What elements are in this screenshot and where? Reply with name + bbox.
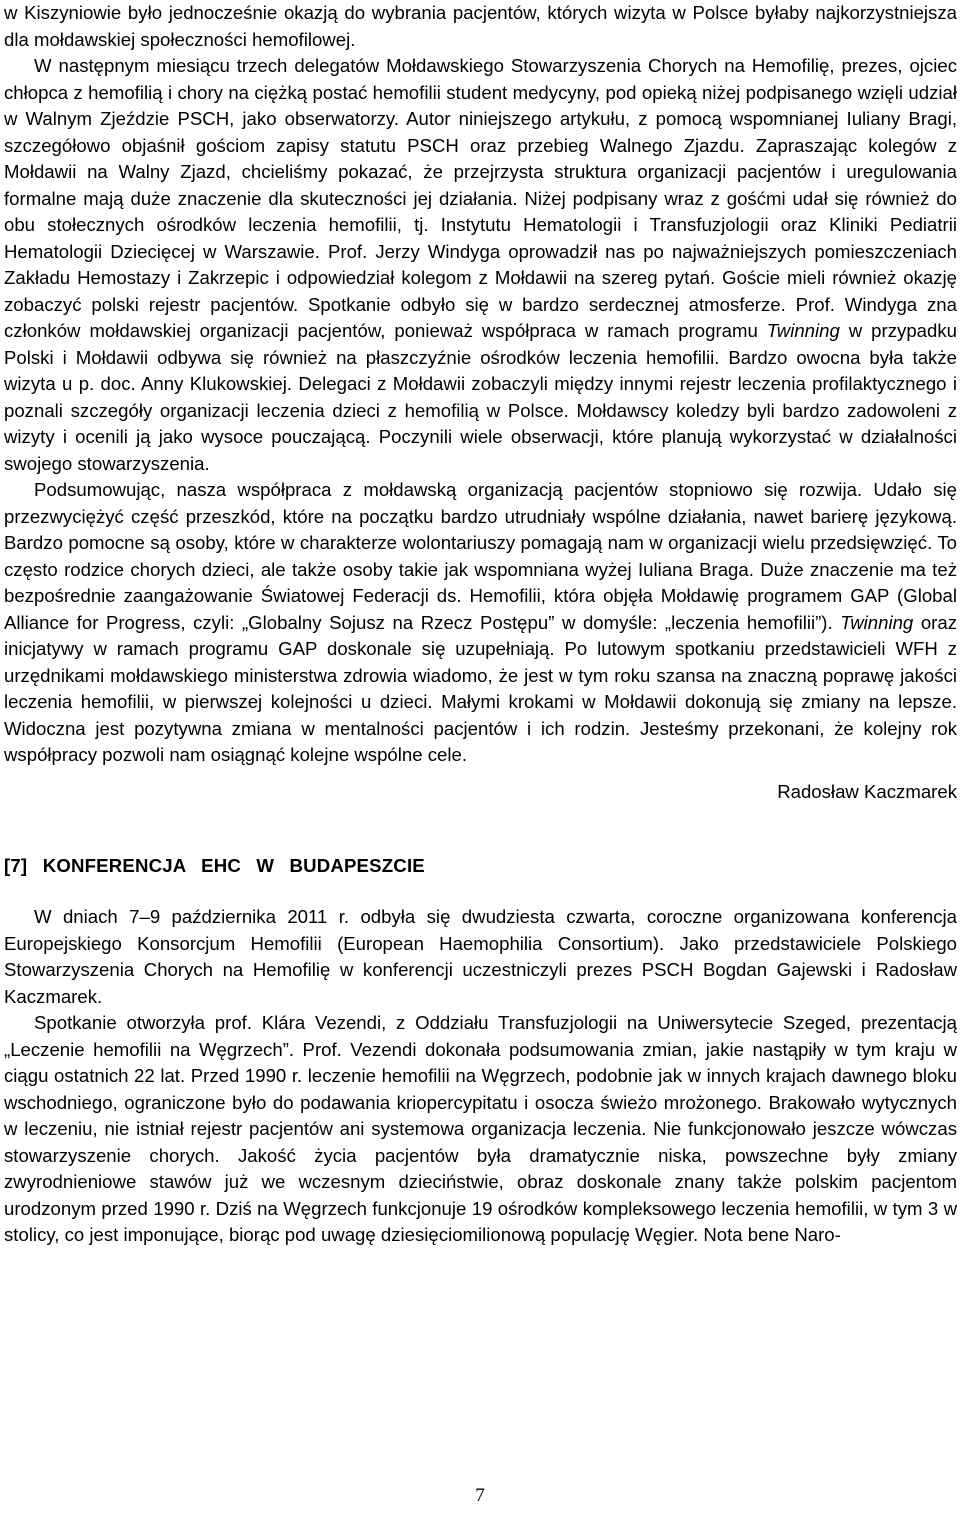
author-signature: Radosław Kaczmarek <box>777 780 957 802</box>
paragraph-delegates-visit-part-1: W następnym miesiącu trzech delegatów Mołdawskiego Stowarzyszenia Chorych na Hemofilię, prezes, ojciec chłopca z hemofilią i chory na ciężką postać hemofilii student medycyny, pod opieką niżej podpisanego wzięli udział w Walnym Zjeździe PSCH, jako obserwatorzy. Autor niniejszego artykułu, z pomocą wspomnianej Iuliany Bragi, szczegółowo objaśnił gościom zapisy statutu PSCH oraz przebieg Walnego Zjazdu. Zapraszając kolegów z Mołdawii na Walny Zjazd, chcieliśmy pokazać, że przejrzysta struktura organizacji pacjentów i uregulowania formalne mają duże znaczenie dla skuteczności jej działania. Niżej podpisany wraz z gośćmi udał się również do obu stołecznych ośrodków leczenia hemofilii, tj. Instytutu Hematologii i Transfuzjologii oraz Kliniki Pediatrii Hematologii Dziecięcej w Warszawie. Prof. Jerzy Windyga oprowadził nas po najważniejszych pomieszczeniach Zakładu Hemostazy i Zakrzepic i odpowiedział kolegom z Mołdawii na szereg pytań. Goście mieli również okazję zobaczyć polski rejestr pacjentów. Spotkanie odbyło się w bardzo serdecznej atmosferze. Prof. Windyga zna członków mołdawskiej organizacji pacjentów, ponieważ współpraca w ramach programu <box>4 55 957 341</box>
section-heading: [7] KONFERENCJA EHC W BUDAPESZCIE <box>4 855 425 876</box>
paragraph-delegates-visit-part-2: w przypadku Polski i Mołdawii odbywa się również na płaszczyźnie ośrodków leczenia hemofilii. Bardzo owocna była także wizyta u p. doc. Anny Klukowskiej. Delegaci z Mołdawii zobaczyli między innymi rejestr leczenia profilaktycznego i poznali szczegóły organizacji leczenia dzieci z hemofilią w Polsce. Mołdawscy koledzy byli bardzo zadowoleni z wizyty i ocenili ją jako wysoce pouczającą. Poczynili wiele obserwacji, które planują wykorzystać w działalności swojego stowarzyszenia. <box>4 320 957 474</box>
paragraph-summary-part-2: oraz inicjatywy w ramach programu GAP doskonale się uzupełniają. Po lutowym spotkaniu przedstawicieli WFH z urzędnikami mołdawskiego ministerstwa zdrowia wiadomo, że jest w tym roku szansa na znaczną poprawę jakości leczenia hemofilii, w pierwszej kolejności u dzieci. Małymi krokami w Mołdawii dokonują się zmiany na lepsze. Widoczna jest pozytywna zmiana w mentalności pacjentów i ich rodzin. Jesteśmy przekonani, że kolejny rok współpracy pozwoli nam osiągnąć kolejne wspólne cele. <box>4 611 958 765</box>
paragraph-moldova-visit-intro: w Kiszyniowie było jednocześnie okazją do wybrania pacjentów, których wizyta w Polsce byłaby najkorzystniejsza dla mołdawskiej społeczności hemofilowej. <box>4 2 957 50</box>
page-number: 7 <box>475 1485 485 1506</box>
twinning-emphasis: Twinning <box>766 320 840 341</box>
paragraph-conference-intro: W dniach 7–9 października 2011 r. odbyła się dwudziesta czwarta, coroczne organizowana konferencja Europejskiego Konsorcjum Hemofilii (European Haemophilia Consortium). Jako przedstawiciele Polskiego Stowarzyszenia Chorych na Hemofilię w konferencji uczestniczyli prezes PSCH Bogdan Gajewski i Radosław Kaczmarek. <box>4 906 957 1007</box>
document-page <box>4 0 957 1249</box>
paragraph-hungary-treatment: Spotkanie otworzyła prof. Klára Vezendi, z Oddziału Transfuzjologii na Uniwersytecie Szeged, prezentacją „Leczenie hemofilii na Węgrzech”. Prof. Vezendi dokonała podsumowania zmian, jakie nastąpiły w tym kraju w ciągu ostatnich 22 lat. Przed 1990 r. leczenie hemofilii na Węgrzech, podobnie jak w innych krajach dawnego bloku wschodniego, ograniczone było do podawania kriopercypitatu i osocza świeżo mrożonego. Brakowało wytycznych w leczeniu, nie istniał rejestr pacjentów ani systemowa organizacja leczenia. Nie funkcjonowało jeszcze wówczas stowarzyszenie chorych. Jakość życia pacjentów była dramatycznie niska, powszechne były zmiany zwyrodnieniowe stawów już we wczesnym dzieciństwie, obraz doskonale znany także polskim pacjentom urodzonym przed 1990 r. Dziś na Węgrzech funkcjonuje 19 ośrodków kompleksowego leczenia hemofilii, w tym 3 w stolicy, co jest imponujące, biorąc pod uwagę dziesięciomilionową populację Węgier. Nota bene Naro- <box>4 1012 957 1245</box>
twinning-emphasis: Twinning <box>840 611 914 633</box>
paragraph-summary-part-1: Podsumowując, nasza współpraca z mołdawską organizacją pacjentów stopniowo się rozwija. Udało się przezwyciężyć część przeszkód, które na początku bardzo utrudniały wspólne działania, nawet barierę językową. Bardzo pomocne są osoby, które w charakterze wolontariuszy pomagają nam w organizacji wielu przedsięwzięć. To często rodzice chorych dzieci, ale także osoby takie jak wspomniana wyżej Iuliana Braga. Duże znaczenie ma też bezpośrednie zaangażowanie Światowej Federacji ds. Hemofilii, która objęła Mołdawię programem GAP (Global Alliance for Progress, czyli: „Globalny Sojusz na Rzecz Postępu” w domyśle: „leczenia hemofilii”). <box>4 479 957 633</box>
paragraph-delegates-visit <box>4 53 957 477</box>
paragraph-summary <box>4 477 957 769</box>
